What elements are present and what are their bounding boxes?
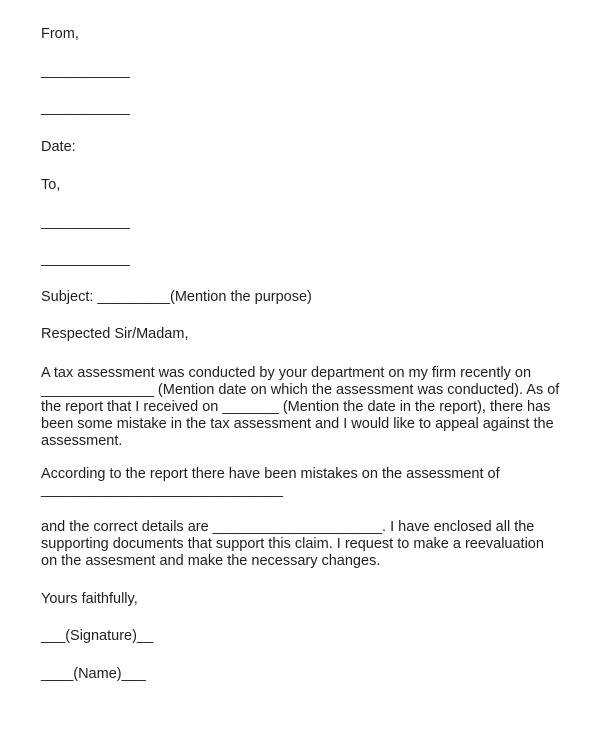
body-paragraph-3 xyxy=(41,519,556,570)
paragraph-3-line: on the assesment and make the necessary changes. xyxy=(41,553,381,569)
paragraph-1-line: A tax assessment was conducted by your department on my firm recently on xyxy=(41,365,532,381)
from-blank-line-1: ___________ xyxy=(41,63,130,79)
salutation: Respected Sir/Madam, xyxy=(41,326,189,342)
from-blank-line-2: ___________ xyxy=(41,100,130,116)
to-blank-line-2: ___________ xyxy=(41,251,130,267)
paragraph-1-line: assessment. xyxy=(41,433,123,449)
signature-line: ___(Signature)__ xyxy=(41,628,154,644)
paragraph-1-line: been some mistake in the tax assessment and I would like to appeal against the xyxy=(41,416,554,432)
name-line: ____(Name)___ xyxy=(41,666,146,682)
subject-line: Subject: _________(Mention the purpose) xyxy=(41,289,312,305)
body-paragraph-2: According to the report there have been mistakes on the assessment of xyxy=(41,466,500,482)
paragraph-1-line: the report that I received on _______ (Mention the date in the report), there has xyxy=(41,399,551,415)
paragraph-3-line: supporting documents that support this claim. I request to make a reevaluation xyxy=(41,536,544,552)
to-label: To, xyxy=(41,177,61,193)
from-label: From, xyxy=(41,26,79,42)
body-paragraph-1 xyxy=(41,365,560,450)
to-blank-line-1: ___________ xyxy=(41,214,130,230)
assessment-blank-line: ______________________________ xyxy=(41,482,283,498)
date-label: Date: xyxy=(41,139,76,155)
paragraph-3-line: and the correct details are _____________________. I have enclosed all the xyxy=(41,519,535,535)
paragraph-1-line: ______________ (Mention date on which the assessment was conducted). As of xyxy=(41,382,560,398)
closing: Yours faithfully, xyxy=(41,591,138,607)
